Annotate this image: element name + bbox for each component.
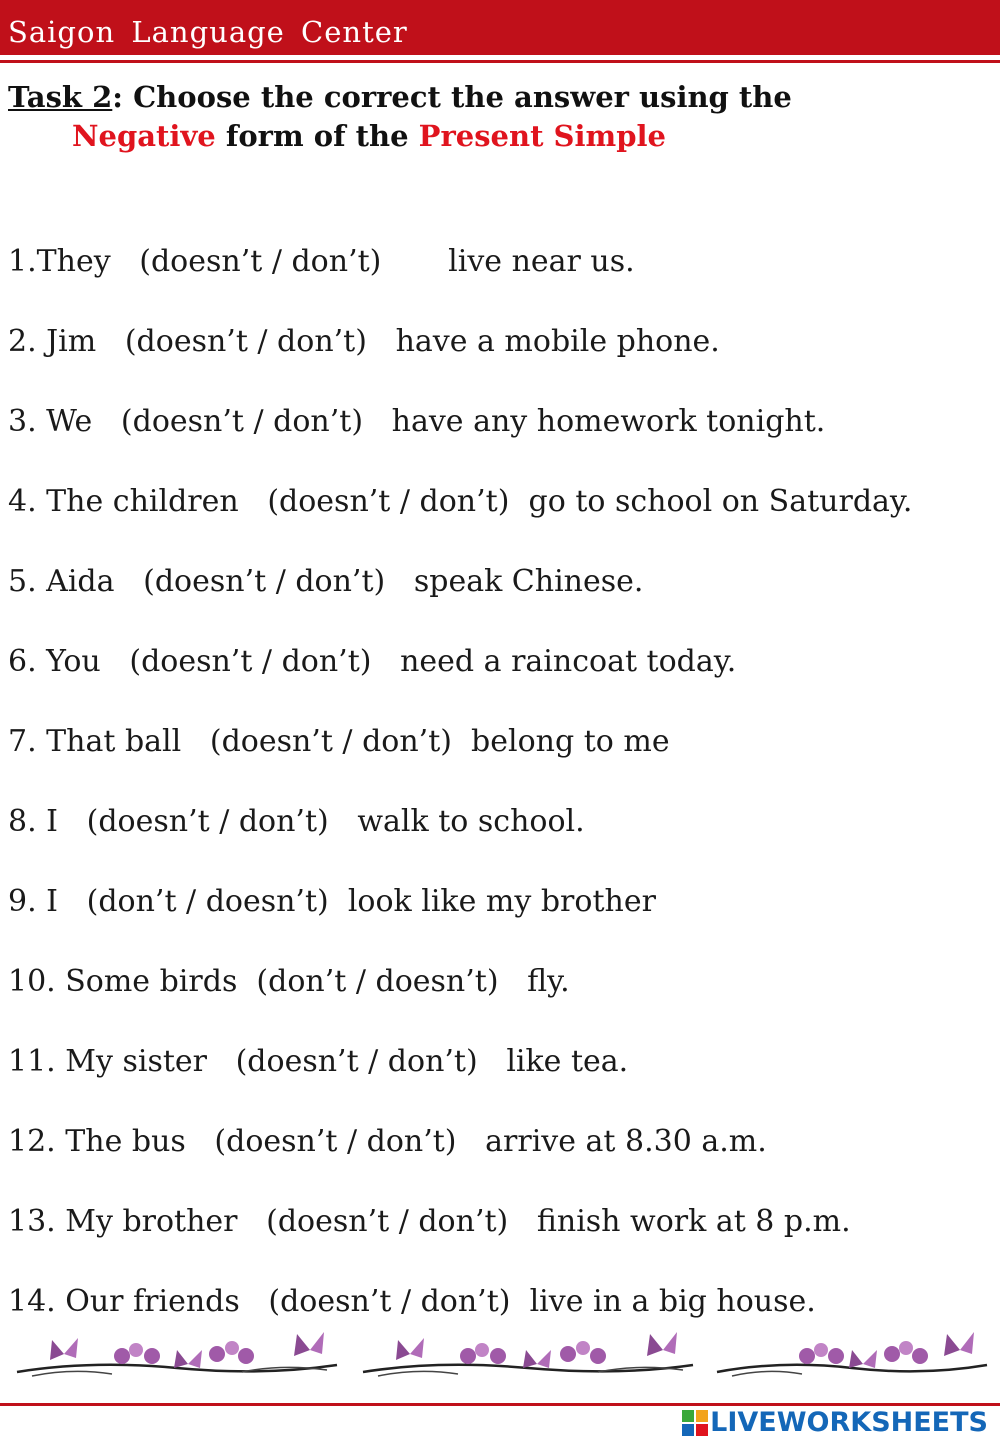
question-row [8, 562, 643, 602]
task-text-part2: form of the [215, 119, 419, 153]
question-subject: 3. We [8, 404, 93, 439]
task-label: Task 2 [8, 80, 113, 114]
floral-divider-left [12, 1320, 342, 1390]
question-row [8, 1282, 816, 1322]
question-subject: 5. Aida [8, 564, 115, 599]
question-subject: 1.They [8, 244, 111, 279]
question-row [8, 962, 570, 1002]
question-rest: look like my brother [347, 884, 656, 919]
liveworksheets-logo-icon [682, 1410, 708, 1436]
question-rest: like tea. [506, 1044, 629, 1079]
footer-divider [0, 1403, 1000, 1406]
answer-options[interactable]: (doesn’t / don’t) [86, 804, 329, 839]
question-row [8, 642, 736, 682]
floral-divider-middle [358, 1320, 698, 1390]
flower-branch-icon [363, 1332, 693, 1376]
task-line-2 [8, 117, 988, 156]
question-rest: fly. [527, 964, 570, 999]
question-rest: live near us. [448, 244, 635, 279]
question-row [8, 722, 670, 762]
answer-options[interactable]: (doesn’t / don’t) [120, 404, 364, 439]
question-subject: 9. I [8, 884, 59, 919]
answer-options[interactable]: (doesn’t / don’t) [235, 1044, 478, 1079]
floral-divider-right [712, 1320, 992, 1390]
question-rest: belong to me [471, 724, 670, 759]
question-row [8, 322, 720, 362]
answer-options[interactable]: (doesn’t / don’t) [214, 1124, 457, 1159]
answer-options[interactable]: (doesn’t / don’t) [129, 644, 372, 679]
answer-options[interactable]: (doesn’t / don’t) [267, 484, 510, 519]
question-row [8, 1042, 628, 1082]
question-rest: arrive at 8.30 a.m. [485, 1124, 767, 1159]
flower-branch-icon [717, 1332, 987, 1376]
logo-text: LIVEWORKSHEETS [710, 1407, 988, 1438]
liveworksheets-logo[interactable] [682, 1408, 988, 1438]
question-row [8, 1122, 767, 1162]
header-title: Saigon Language Center [8, 15, 408, 49]
question-subject: 4. The children [8, 484, 239, 519]
answer-options[interactable]: (doesn’t / don’t) [268, 1284, 511, 1319]
task-text-part1: : Choose the correct the answer using the [112, 80, 792, 114]
task-negative: Negative [72, 119, 216, 153]
question-row [8, 802, 585, 842]
answer-options[interactable]: (don’t / doesn’t) [256, 964, 499, 999]
question-subject: 10. Some birds [8, 964, 238, 999]
task-instructions [8, 78, 988, 156]
task-present-simple: Present Simple [418, 119, 666, 153]
answer-options[interactable]: (doesn’t / don’t) [143, 564, 386, 599]
question-row [8, 242, 635, 282]
answer-options[interactable]: (doesn’t / don’t) [124, 324, 367, 359]
question-rest: need a raincoat today. [400, 644, 737, 679]
question-subject: 6. You [8, 644, 101, 679]
answer-options[interactable]: (doesn’t / don’t) [139, 244, 382, 279]
question-rest: have any homework tonight. [391, 404, 826, 439]
question-row [8, 482, 912, 522]
answer-options[interactable]: (don’t / doesn’t) [86, 884, 329, 919]
header-bar [0, 0, 1000, 55]
question-row [8, 882, 656, 922]
question-subject: 7. That ball [8, 724, 182, 759]
question-subject: 11. My sister [8, 1044, 207, 1079]
question-row [8, 402, 825, 442]
question-rest: finish work at 8 p.m. [536, 1204, 851, 1239]
header-divider [0, 60, 1000, 63]
flower-branch-icon [17, 1332, 337, 1376]
question-rest: go to school on Saturday. [528, 484, 913, 519]
question-row [8, 1202, 851, 1242]
question-rest: walk to school. [357, 804, 585, 839]
question-subject: 13. My brother [8, 1204, 238, 1239]
answer-options[interactable]: (doesn’t / don’t) [266, 1204, 509, 1239]
answer-options[interactable]: (doesn’t / don’t) [209, 724, 452, 759]
question-subject: 2. Jim [8, 324, 97, 359]
question-subject: 12. The bus [8, 1124, 186, 1159]
question-rest: live in a big house. [529, 1284, 816, 1319]
question-subject: 14. Our friends [8, 1284, 240, 1319]
question-subject: 8. I [8, 804, 59, 839]
question-rest: have a mobile phone. [395, 324, 720, 359]
question-rest: speak Chinese. [413, 564, 644, 599]
